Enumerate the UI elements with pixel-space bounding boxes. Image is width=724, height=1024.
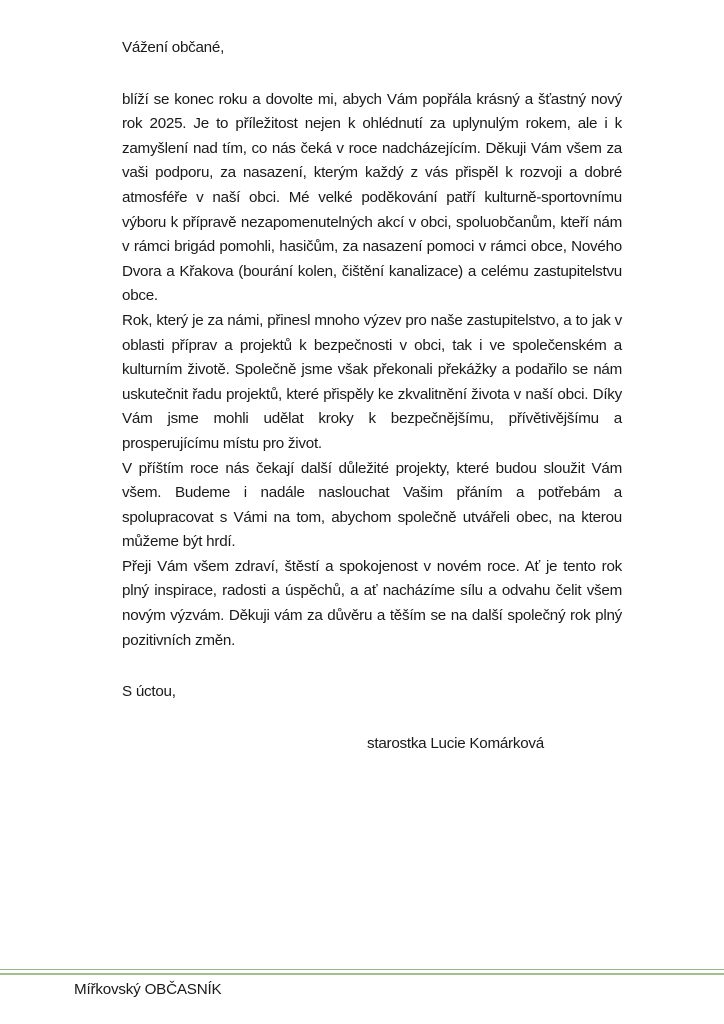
letter: [122, 36, 622, 756]
letter-paragraph: Rok, který je za námi, přinesl mnoho výzev pro naše zastupitelstvo, a to jak v oblasti příprav a projektů k bezpečnosti v obci, tak i ve společenském a kulturním životě. Společně jsme však překonali překážky a podařilo se nám uskutečnit řadu projektů, které přispěly ke zkvalitnění života v naší obci. Díky Vám jsme mohli udělat kroky k bezpečnějšímu, přívětivějšímu a prosperujícímu místu pro život.: [122, 311, 622, 452]
letter-paragraph: blíží se konec roku a dovolte mi, abych Vám popřála krásný a šťastný nový rok 2025. Je to příležitost nejen k ohlédnutí za uplynulým rokem, ale i k zamyšlení nad tím, co nás čeká v roce nadcházejícím. Děkuji Vám všem za vaši podporu, za nasazení, kterým každý z vás přispěl k rozvoji a dobré atmosféře v naší obci. Mé velké poděkování patří kulturně-sportovnímu výboru k přípravě nezapomenutelných akcí v obci, spoluobčanům, kteří nám v rámci brigád pomohli, hasičům, za nasazení pomoci v rámci obce, Nového Dvora a Křakova (bourání kolen, čištění kanalizace) a celému zastupitelstvu obce.: [122, 90, 622, 305]
footer-divider-bottom: [0, 973, 724, 975]
letter-paragraph: Přeji Vám všem zdraví, štěstí a spokojenost v novém roce. Ať je tento rok plný inspirace, radosti a úspěchů, a ať nacházíme sílu a odvahu čelit všem novým výzvám. Děkuji vám za důvěru a těším se na další společný rok plný pozitivních změn.: [122, 557, 622, 649]
letter-signature: starostka Lucie Komárková: [367, 734, 544, 752]
footer-divider-top: [0, 969, 724, 970]
footer-publication-title: Mířkovský OBČASNÍK: [74, 981, 222, 998]
letter-paragraph: V příštím roce nás čekají další důležité projekty, které budou sloužit Vám všem. Budeme i nadále naslouchat Vašim přáním a potřebám a spolupracovat s Vámi na tom, abychom společně utvářeli obec, na kterou můžeme být hrdí.: [122, 459, 622, 551]
letter-body: [122, 88, 622, 654]
letter-closing: S úctou,: [122, 683, 176, 701]
letter-greeting: Vážení občané,: [122, 39, 225, 56]
